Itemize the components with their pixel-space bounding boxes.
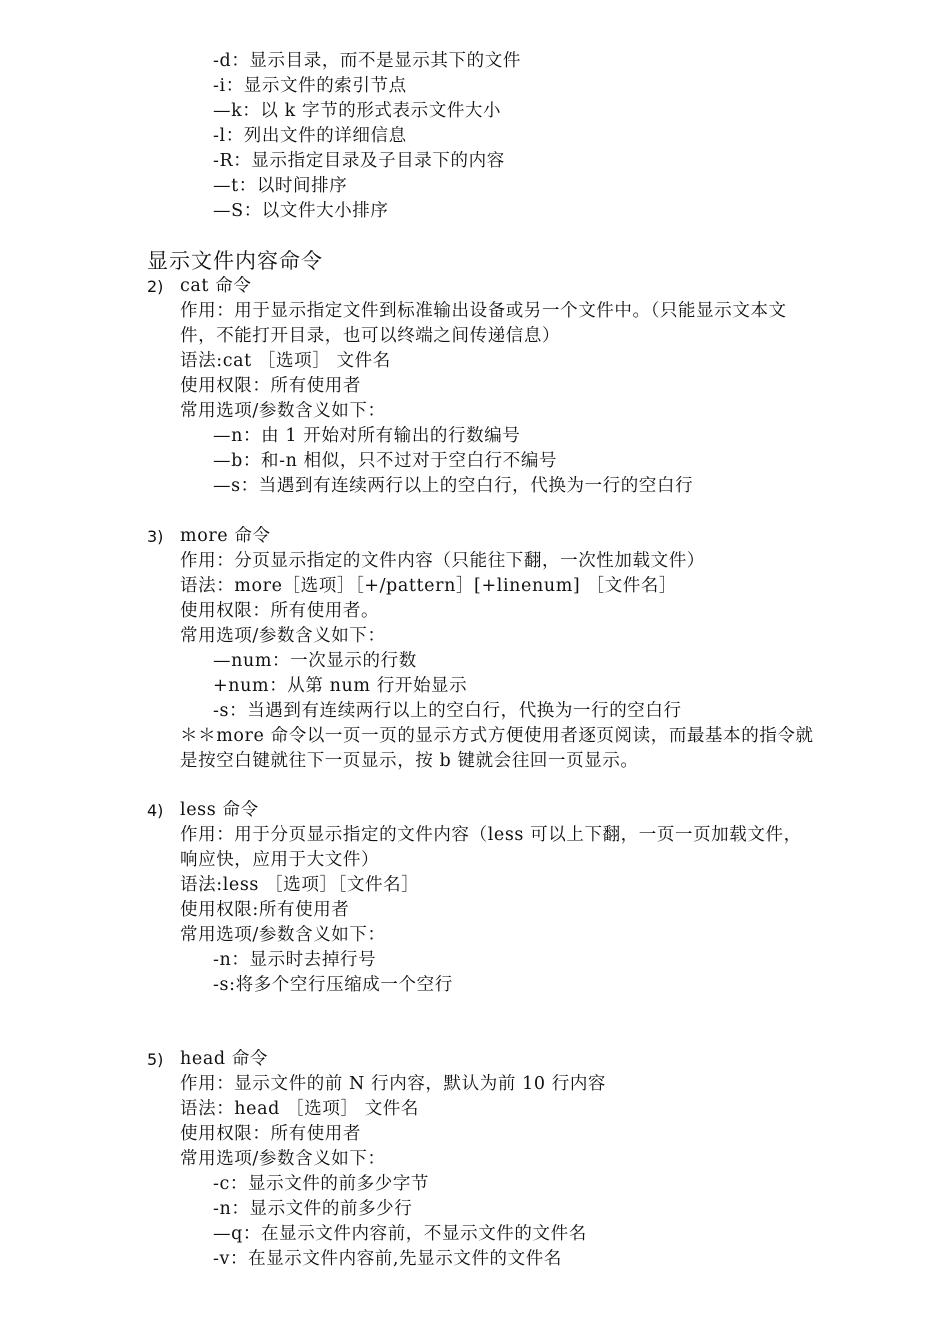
cat-number: 2) [147,277,164,296]
head-permission: 使用权限：所有使用者 [180,1124,361,1144]
head-number: 5) [147,1050,164,1069]
cat-title: cat 命令 [180,276,252,296]
less-permission: 使用权限:所有使用者 [180,900,350,920]
head-option: -v：在显示文件内容前,先显示文件的文件名 [213,1249,562,1269]
more-options-label: 常用选项/参数含义如下： [180,626,386,646]
less-options-label: 常用选项/参数含义如下： [180,925,386,945]
head-option: -c：显示文件的前多少字节 [213,1174,430,1194]
less-purpose-line2: 响应快，应用于大文件） [180,850,380,870]
more-number: 3) [147,527,164,546]
head-syntax: 语法：head ［选项］ 文件名 [180,1099,419,1119]
less-title: less 命令 [180,800,259,820]
ls-option-i: -i：显示文件的索引节点 [213,76,407,96]
ls-option-S: —S：以文件大小排序 [213,201,389,221]
more-note-line2: 是按空白键就往下一页显示，按 b 键就会往回一页显示。 [180,751,639,771]
more-purpose: 作用：分页显示指定的文件内容（只能往下翻，一次性加载文件） [180,551,705,571]
more-option: —num：一次显示的行数 [213,651,417,671]
head-option: —q：在显示文件内容前，不显示文件的文件名 [213,1224,587,1244]
more-note-line1: ＊＊more 命令以一页一页的显示方式方便使用者逐页阅读，而最基本的指令就 [180,726,814,746]
more-title: more 命令 [180,526,271,546]
more-syntax: 语法：more［选项］［+/pattern］[+linenum] ［文件名］ [180,576,677,596]
ls-option-k: —k：以 k 字节的形式表示文件大小 [213,101,502,121]
cat-syntax: 语法:cat ［选项］ 文件名 [180,351,391,371]
cat-permission: 使用权限：所有使用者 [180,376,361,396]
cat-option: —b：和-n 相似，只不过对于空白行不编号 [213,451,558,471]
less-purpose-line1: 作用：用于分页显示指定的文件内容（less 可以上下翻，一页一页加载文件， [180,825,802,845]
section-heading: 显示文件内容命令 [147,249,323,273]
cat-purpose-line1: 作用：用于显示指定文件到标准输出设备或另一个文件中。（只能显示文本文 [180,301,787,321]
cat-option: —n：由 1 开始对所有输出的行数编号 [213,426,521,446]
cat-purpose-line2: 件，不能打开目录，也可以终端之间传递信息） [180,326,561,346]
more-permission: 使用权限：所有使用者。 [180,601,380,621]
more-option: +num：从第 num 行开始显示 [213,676,468,696]
head-options-label: 常用选项/参数含义如下： [180,1149,386,1169]
less-syntax: 语法:less ［选项］［文件名］ [180,875,420,895]
ls-option-R: -R：显示指定目录及子目录下的内容 [213,151,505,171]
head-title: head 命令 [180,1049,269,1069]
less-number: 4) [147,801,164,820]
ls-option-d: -d：显示目录，而不是显示其下的文件 [213,51,521,71]
head-option: -n：显示文件的前多少行 [213,1199,413,1219]
more-option: -s：当遇到有连续两行以上的空白行，代换为一行的空白行 [213,701,682,721]
less-option: -s:将多个空行压缩成一个空行 [213,975,453,995]
ls-option-l: -l：列出文件的详细信息 [213,126,407,146]
less-option: -n：显示时去掉行号 [213,950,377,970]
cat-option: —s：当遇到有连续两行以上的空白行，代换为一行的空白行 [213,476,694,496]
head-purpose: 作用：显示文件的前 N 行内容，默认为前 10 行内容 [180,1074,607,1094]
cat-options-label: 常用选项/参数含义如下： [180,401,386,421]
ls-option-t: —t：以时间排序 [213,176,348,196]
